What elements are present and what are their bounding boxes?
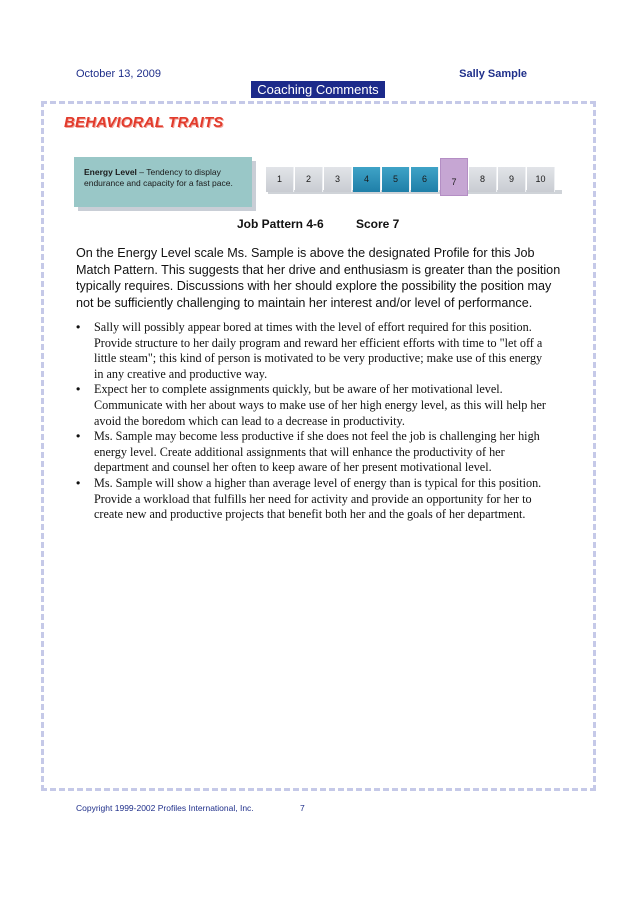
scale-cell-3: 3 (324, 167, 352, 192)
trait-scale (266, 167, 561, 192)
list-item: • Ms. Sample will show a higher than average level of energy than is typical for this position. Provide a workload that fulfills her need for activity and provide an opportunity for her to create new and productive projects that benefit both her and the goals of her department. (76, 476, 554, 523)
trait-label-box (74, 157, 252, 207)
list-item: • Sally will possibly appear bored at times with the level of effort required for this position. Provide structure to her daily program and reward her efficient efforts with time to "let off a little steam"; this kind of person is motivated to be very productive; make use of this energy in any creative and productive way. (76, 320, 554, 382)
page-title: Coaching Comments (251, 81, 385, 98)
scale-cell-2: 2 (295, 167, 323, 192)
coaching-bullets (76, 320, 554, 523)
scale-cell-10: 10 (527, 167, 555, 192)
score-label: Score 7 (356, 217, 400, 231)
scale-cell-6: 6 (411, 167, 439, 192)
candidate-name: Sally Sample (459, 68, 527, 80)
trait-name: Energy Level (84, 167, 137, 177)
scale-cell-4: 4 (353, 167, 381, 192)
section-title: BEHAVIORAL TRAITS (64, 114, 224, 131)
scale-cell-7: 7 (440, 158, 468, 196)
scale-cell-1: 1 (266, 167, 294, 192)
copyright: Copyright 1999-2002 Profiles International, Inc. (76, 803, 254, 813)
scale-cell-5: 5 (382, 167, 410, 192)
page-number: 7 (300, 803, 305, 813)
summary-paragraph: On the Energy Level scale Ms. Sample is above the designated Profile for this Job Match Pattern. This suggests that her drive and enthusiasm is greater than the position typically requires. Discussions with her should explore the possibility the position may not be sufficiently challenging to maintain her interest and/or level of performance. (76, 246, 561, 310)
report-date: October 13, 2009 (76, 68, 162, 80)
scale-cell-8: 8 (469, 167, 497, 192)
job-pattern-label: Job Pattern 4-6 (237, 217, 324, 231)
list-item: • Ms. Sample may become less productive if she does not feel the job is challenging her high energy level. Create additional assignments that will enhance the productivity of her department and counsel her often to keep aware of her present motivational level. (76, 429, 554, 476)
scale-cell-9: 9 (498, 167, 526, 192)
trait-description: – Tendency to display endurance and capacity for a fast pace. (84, 167, 233, 188)
list-item: • Expect her to complete assignments quickly, but be aware of her motivational level. Communicate with her about ways to make use of her high energy level, as this will help her avoid the boredom which can lead to a decrease in productivity. (76, 382, 554, 429)
